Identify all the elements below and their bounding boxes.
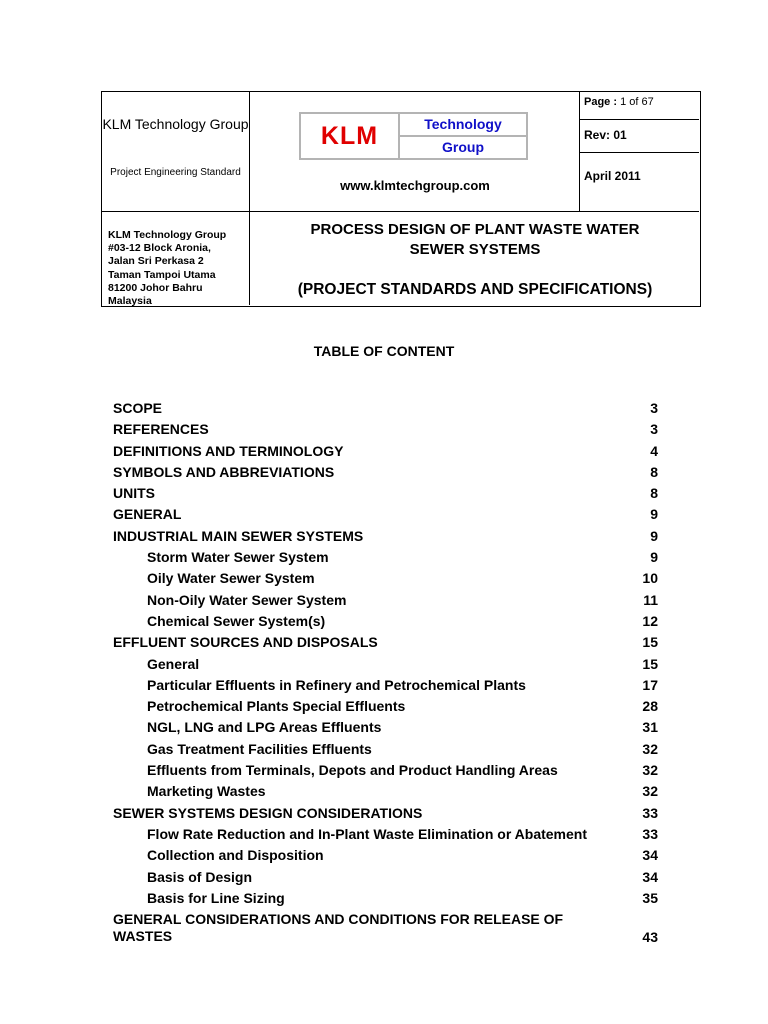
website-url[interactable]: www.klmtechgroup.com [340, 178, 490, 193]
toc-entry-page: 9 [650, 549, 658, 566]
toc-entry[interactable] [113, 696, 658, 717]
toc-entry-label: Collection and Disposition [147, 847, 324, 864]
toc-entry[interactable] [113, 867, 658, 888]
page-label: Page : [584, 96, 618, 108]
toc-entry-label: GENERAL [113, 506, 182, 523]
toc-entry-page: 4 [650, 442, 658, 459]
toc-entry-page: 28 [642, 698, 658, 715]
company-name: KLM Technology Group [102, 116, 249, 132]
title-line: SEWER SYSTEMS [409, 241, 541, 258]
logo-klm-text: KLM [320, 122, 379, 150]
header-divider [579, 152, 699, 153]
toc-entry[interactable] [113, 824, 658, 845]
toc-entry-page: 12 [642, 612, 658, 629]
title-line: PROCESS DESIGN OF PLANT WASTE WATER [310, 221, 640, 238]
revision: Rev: 01 [584, 128, 627, 142]
toc-entry-label: Particular Effluents in Refinery and Petrochemical Plants [147, 676, 526, 693]
toc-entry-label: Chemical Sewer System(s) [147, 612, 326, 629]
toc-entry-page: 9 [650, 506, 658, 523]
toc-entry-page: 9 [650, 527, 658, 544]
toc-entry[interactable] [113, 845, 658, 866]
toc-entry[interactable] [113, 441, 658, 462]
toc-entry[interactable] [113, 781, 658, 802]
toc-entry[interactable] [113, 717, 658, 738]
toc-entry-page: 10 [642, 570, 658, 587]
toc-entry-page: 32 [642, 783, 658, 800]
toc-entry[interactable] [113, 888, 658, 909]
toc-entry-page: 3 [650, 421, 658, 438]
toc-entry-page: 43 [642, 929, 658, 946]
address-line: 81200 Johor Bahru [108, 281, 203, 294]
toc-entry[interactable] [113, 483, 658, 504]
toc-entry-label: SEWER SYSTEMS DESIGN CONSIDERATIONS [113, 804, 423, 821]
address-line: #03-12 Block Aronia, [108, 242, 211, 255]
toc-entry[interactable] [113, 632, 658, 653]
toc-entry-label: General [147, 655, 200, 672]
toc-entry-page: 17 [642, 676, 658, 693]
toc-entry-page: 15 [642, 655, 658, 672]
address-line: Jalan Sri Perkasa 2 [108, 255, 204, 268]
toc-entry-label: Flow Rate Reduction and In-Plant Waste Elimination or Abatement [147, 825, 587, 842]
toc-entry[interactable] [113, 675, 658, 696]
document-subtitle: (PROJECT STANDARDS AND SPECIFICATIONS) [297, 281, 653, 298]
toc-entry-label: Marketing Wastes [147, 783, 266, 800]
toc-entry-label: Basis for Line Sizing [147, 889, 285, 906]
toc-entry-label: EFFLUENT SOURCES AND DISPOSALS [113, 634, 378, 651]
klm-logo [299, 112, 528, 160]
toc-entry-label: SYMBOLS AND ABBREVIATIONS [113, 463, 335, 480]
toc-entry-page: 34 [642, 847, 658, 864]
toc-entry-label: GENERAL CONSIDERATIONS AND CONDITIONS FOR RELEASE OF WASTES [113, 911, 564, 945]
toc-entry[interactable] [113, 760, 658, 781]
toc-entry-label: SCOPE [113, 400, 163, 416]
toc-entry[interactable] [113, 739, 658, 760]
table-of-contents [113, 398, 658, 945]
toc-entry-label: Non-Oily Water Sewer System [147, 591, 347, 608]
toc-entry-page: 34 [642, 868, 658, 885]
toc-entry[interactable] [113, 419, 658, 440]
toc-entry-label: UNITS [113, 485, 155, 502]
document-header [101, 91, 701, 307]
toc-entry-label: REFERENCES [113, 421, 209, 438]
toc-heading: TABLE OF CONTENT [313, 343, 455, 359]
toc-entry[interactable] [113, 568, 658, 589]
toc-entry-label: Gas Treatment Facilities Effluents [147, 740, 372, 757]
toc-entry-page: 33 [642, 804, 658, 821]
address-line: Taman Tampoi Utama [108, 268, 216, 281]
address-line: Malaysia [108, 295, 152, 308]
address-line: KLM Technology Group [108, 229, 227, 241]
header-divider [249, 92, 250, 305]
company-address [108, 229, 248, 308]
toc-entry[interactable] [113, 654, 658, 675]
toc-entry-page: 31 [642, 719, 658, 736]
toc-entry-label: NGL, LNG and LPG Areas Effluents [147, 719, 382, 736]
toc-entry[interactable] [113, 611, 658, 632]
toc-entry-label: Petrochemical Plants Special Effluents [147, 698, 406, 715]
page-value: 1 of 67 [620, 96, 654, 108]
toc-entry[interactable] [113, 590, 658, 611]
toc-entry-page: 11 [643, 591, 658, 608]
toc-entry-page: 32 [642, 762, 658, 779]
standard-type: Project Engineering Standard [110, 167, 241, 178]
toc-entry[interactable] [113, 547, 658, 568]
toc-entry-label: Basis of Design [147, 868, 253, 885]
toc-entry-label: Storm Water Sewer System [147, 549, 329, 566]
toc-entry-page: 35 [642, 889, 658, 906]
toc-entry-page: 8 [650, 485, 658, 502]
issue-date: April 2011 [584, 169, 641, 183]
toc-entry[interactable] [113, 909, 658, 945]
logo-technology-text: Technology [424, 116, 502, 132]
toc-entry-label: INDUSTRIAL MAIN SEWER SYSTEMS [113, 527, 364, 544]
toc-entry-label: Oily Water Sewer System [147, 570, 315, 587]
toc-entry[interactable] [113, 803, 658, 824]
toc-entry-label: DEFINITIONS AND TERMINOLOGY [113, 442, 344, 459]
toc-entry-page: 33 [642, 825, 658, 842]
toc-entry-label: Effluents from Terminals, Depots and Product Handling Areas [147, 762, 558, 779]
toc-entry-page: 3 [650, 400, 658, 416]
header-divider [579, 119, 699, 120]
document-title [250, 220, 700, 260]
toc-entry-page: 32 [642, 740, 658, 757]
toc-entry[interactable] [113, 504, 658, 525]
toc-entry[interactable] [113, 526, 658, 547]
toc-entry[interactable] [113, 398, 658, 419]
toc-entry-page: 15 [642, 634, 658, 651]
logo-group-text: Group [442, 139, 484, 155]
page-number [584, 96, 654, 108]
toc-entry-page: 8 [650, 463, 658, 480]
toc-entry[interactable] [113, 462, 658, 483]
header-divider [102, 211, 699, 212]
